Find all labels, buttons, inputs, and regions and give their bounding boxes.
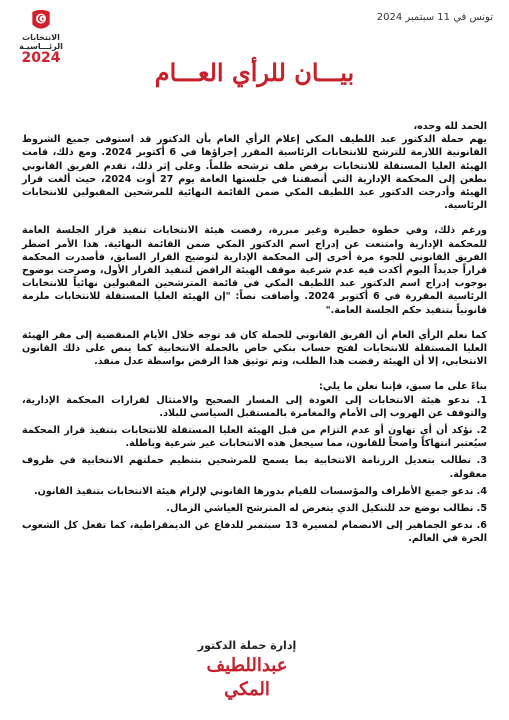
- demands-list: [22, 394, 487, 546]
- list-item: 4. ندعو جميع الأطراف والمؤسسات للقيام بدورها القانوني لإلزام هيئة الانتخابات بتنفيذ القانون.: [33, 485, 487, 497]
- tunisian-flag-icon: [30, 8, 52, 33]
- logo-year: 2024: [21, 50, 61, 66]
- list-item: 1. ندعو هيئة الانتخابات إلى العودة إلى المسار الصحيح والامتثال لقرارات المحكمة الإدارية، والتوقف عن الهروب إلى الأمام والمغامرة بالمستقبل السياسي للبلاد.: [22, 394, 487, 419]
- page-title: بيـــان للرأي العـــام: [154, 58, 355, 87]
- statement-body: [22, 120, 487, 550]
- greeting: الحمد لله وحده،: [413, 121, 487, 132]
- signature-name: عبداللطيف المكي: [206, 655, 288, 700]
- list-item: 6. ندعو الجماهير إلى الانضمام لمسيرة 13 سبتمبر للدفاع عن الديمقراطية، كما تفعل كل الشعوب الحرة في العالم.: [22, 520, 487, 545]
- list-item: 5. نطالب بوضع حد للتنكيل الذي يتعرض له المترشح العياشي الزمال.: [166, 503, 487, 515]
- paragraph-3: كما نعلم الرأي العام أن الفريق القانوني للحملة كان قد توجه خلال الأيام المنقضية إلى مقر الهيئة العليا المستقلة للانتخابات لفتح حساب بنكي خاص بالحملة الانتخابية كما ينص على ذلك القانون الانتخابي، إلا أن الهيئة رفضت هذا الطلب، وتم توثيق هذا الرفض بواسطة عدل منفذ.: [22, 329, 487, 368]
- signature-label: إدارة حملة الدكتور: [197, 639, 297, 652]
- list-intro: بناءً على ما سبق، فإننا نعلن ما يلي:: [319, 381, 487, 393]
- logo-text-line2: الرئـــاسيـة: [19, 42, 63, 51]
- paragraph-1: يهم حملة الدكتور عبد اللطيف المكي إعلام الرأي العام بأن الدكتور قد استوفى جميع الشروط القانونية اللازمة للترشح للانتخابات الرئاسية المقرر إجراؤها في 6 أكتوبر 2024. ومع ذلك، قامت الهيئة العليا المستقلة للانتخابات برفض ملف ترشحه ظلماً. وعلى إثر ذلك، تقدم الفريق القانوني بطعن إلى المحكمة الإدارية التي أنصفتنا في جلستها العامة يوم 27 أوت 2024، حيث ألغت قرار الهيئة وأدرجت الدكتور عبد اللطيف المكي ضمن القائمة النهائية للمرشحين المقبولين للانتخابات الرئاسية.: [22, 134, 488, 212]
- list-item: 2. نؤكد أن أي تهاون أو عدم التزام من قبل الهيئة العليا المستقلة للانتخابات بتنفيذ قرار المحكمة سيُعتبر انتهاكاً واضحاً للقانون، مما سيجعل هذه الانتخابات غير شرعية وباطلة.: [22, 425, 487, 450]
- signature-block: [182, 638, 312, 702]
- logo-text-line1: الانتخابات: [22, 33, 60, 42]
- paragraph-2: ورغم ذلك، وفي خطوة خطيرة وغير مبررة، رفضت هيئة الانتخابات تنفيذ قرار الجلسة العامة للمحكمة الإدارية وامتنعت عن إدراج اسم الدكتور المكي ضمن القائمة النهائية. هذا الأمر اضطر الفريق القانوني للجوء مرة أخرى إلى المحكمة الإدارية لتوضيح القرار السابق، فأصدرت المحكمة قراراً جديداً اليوم أكدت فيه عدم شرعية موقف الهيئة الرافض لتنفيذ القرار الأول، وصرحت بوضوح بوجوب إدراج اسم الدكتور عبد اللطيف المكي في قائمة المترشحين المقبولين نهائياً للانتخابات الرئاسية المقررة في 6 أكتوبر 2024. وأضافت نصاً: "إن الهيئة العليا المستقلة للانتخابات ملزمة قانونياً بتنفيذ حكم الجلسة العامة.": [22, 225, 487, 316]
- list-item: 3. نطالب بتعديل الرزنامة الانتخابية بما يسمح للمرشحين بتنظيم حملتهم الانتخابية في ظروف معقولة.: [22, 455, 487, 480]
- statement-date: تونس في 11 سبتمبر 2024: [376, 12, 493, 23]
